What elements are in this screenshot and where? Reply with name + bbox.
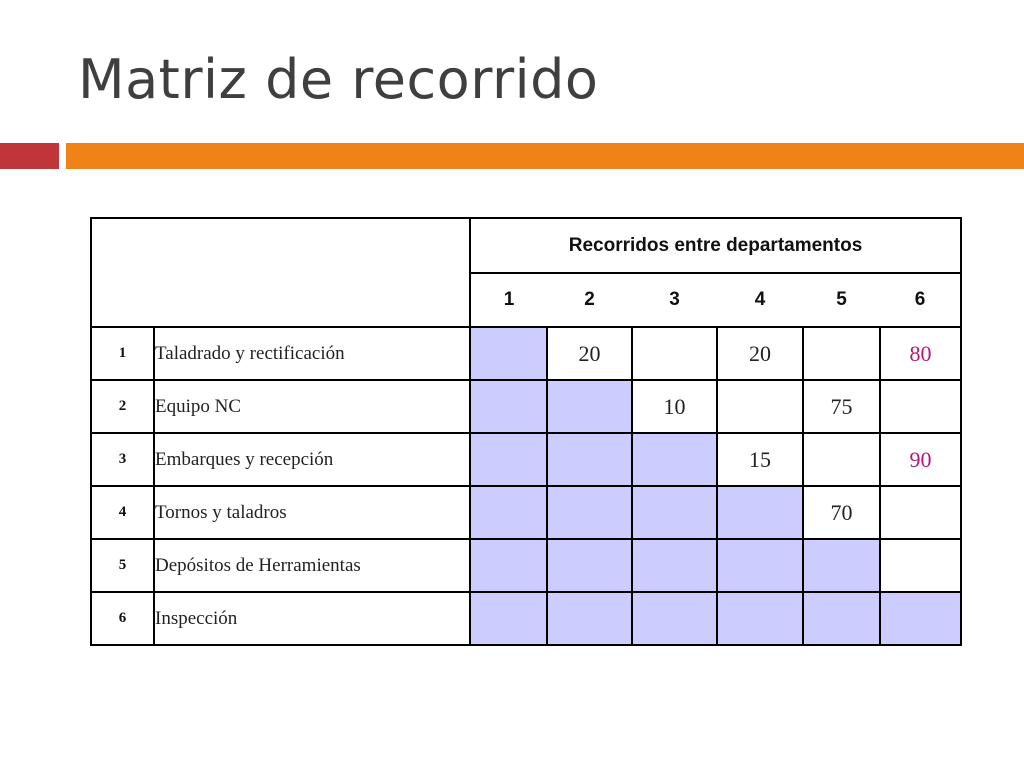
column-header-4: 4 bbox=[717, 273, 803, 327]
matrix-cell bbox=[717, 380, 803, 433]
matrix-cell bbox=[547, 380, 632, 433]
department-name: Embarques y recepción bbox=[154, 433, 470, 486]
department-name: Depósitos de Herramientas bbox=[154, 539, 470, 592]
matrix-cell bbox=[632, 327, 717, 380]
matrix-cell bbox=[547, 433, 632, 486]
table-caption: Recorridos entre departamentos bbox=[470, 218, 961, 273]
table-row bbox=[91, 380, 961, 433]
column-header-6: 6 bbox=[880, 273, 961, 327]
matrix-cell bbox=[470, 380, 547, 433]
row-index: 6 bbox=[91, 592, 154, 645]
matrix-cell bbox=[470, 592, 547, 645]
matrix-cell: 75 bbox=[803, 380, 880, 433]
row-index: 4 bbox=[91, 486, 154, 539]
matrix-cell bbox=[547, 486, 632, 539]
travel-matrix-table bbox=[90, 217, 962, 646]
matrix-cell bbox=[470, 327, 547, 380]
row-index: 2 bbox=[91, 380, 154, 433]
matrix-cell bbox=[880, 539, 961, 592]
matrix-cell bbox=[717, 539, 803, 592]
matrix-body bbox=[91, 327, 961, 645]
matrix-cell: 15 bbox=[717, 433, 803, 486]
column-header-1: 1 bbox=[470, 273, 547, 327]
column-header-2: 2 bbox=[547, 273, 632, 327]
matrix-cell bbox=[880, 592, 961, 645]
matrix-cell bbox=[632, 592, 717, 645]
row-index: 1 bbox=[91, 327, 154, 380]
matrix-cell: 10 bbox=[632, 380, 717, 433]
matrix-cell: 20 bbox=[717, 327, 803, 380]
matrix-cell bbox=[470, 433, 547, 486]
matrix-cell bbox=[547, 539, 632, 592]
matrix-cell bbox=[803, 327, 880, 380]
matrix-cell bbox=[632, 486, 717, 539]
accent-bar-orange bbox=[66, 143, 1024, 169]
accent-bar-red bbox=[0, 143, 59, 169]
matrix-cell bbox=[717, 486, 803, 539]
table-row bbox=[91, 592, 961, 645]
table-row bbox=[91, 486, 961, 539]
row-index: 5 bbox=[91, 539, 154, 592]
matrix-cell: 80 bbox=[880, 327, 961, 380]
matrix-cell bbox=[880, 380, 961, 433]
matrix-cell bbox=[547, 592, 632, 645]
matrix-cell bbox=[717, 592, 803, 645]
matrix-cell bbox=[803, 433, 880, 486]
department-name: Inspección bbox=[154, 592, 470, 645]
matrix-cell bbox=[803, 539, 880, 592]
matrix-cell bbox=[632, 433, 717, 486]
table-row bbox=[91, 433, 961, 486]
table-row bbox=[91, 539, 961, 592]
matrix-cell bbox=[880, 486, 961, 539]
department-name: Tornos y taladros bbox=[154, 486, 470, 539]
matrix-cell bbox=[470, 486, 547, 539]
row-index: 3 bbox=[91, 433, 154, 486]
column-header-5: 5 bbox=[803, 273, 880, 327]
table-row bbox=[91, 327, 961, 380]
matrix-cell bbox=[632, 539, 717, 592]
slide-title: Matriz de recorrido bbox=[78, 48, 599, 111]
header-blank bbox=[91, 218, 470, 327]
matrix-cell: 70 bbox=[803, 486, 880, 539]
matrix-cell bbox=[470, 539, 547, 592]
matrix-cell bbox=[803, 592, 880, 645]
matrix-cell: 20 bbox=[547, 327, 632, 380]
department-name: Equipo NC bbox=[154, 380, 470, 433]
department-name: Taladrado y rectificación bbox=[154, 327, 470, 380]
column-header-3: 3 bbox=[632, 273, 717, 327]
matrix-cell: 90 bbox=[880, 433, 961, 486]
